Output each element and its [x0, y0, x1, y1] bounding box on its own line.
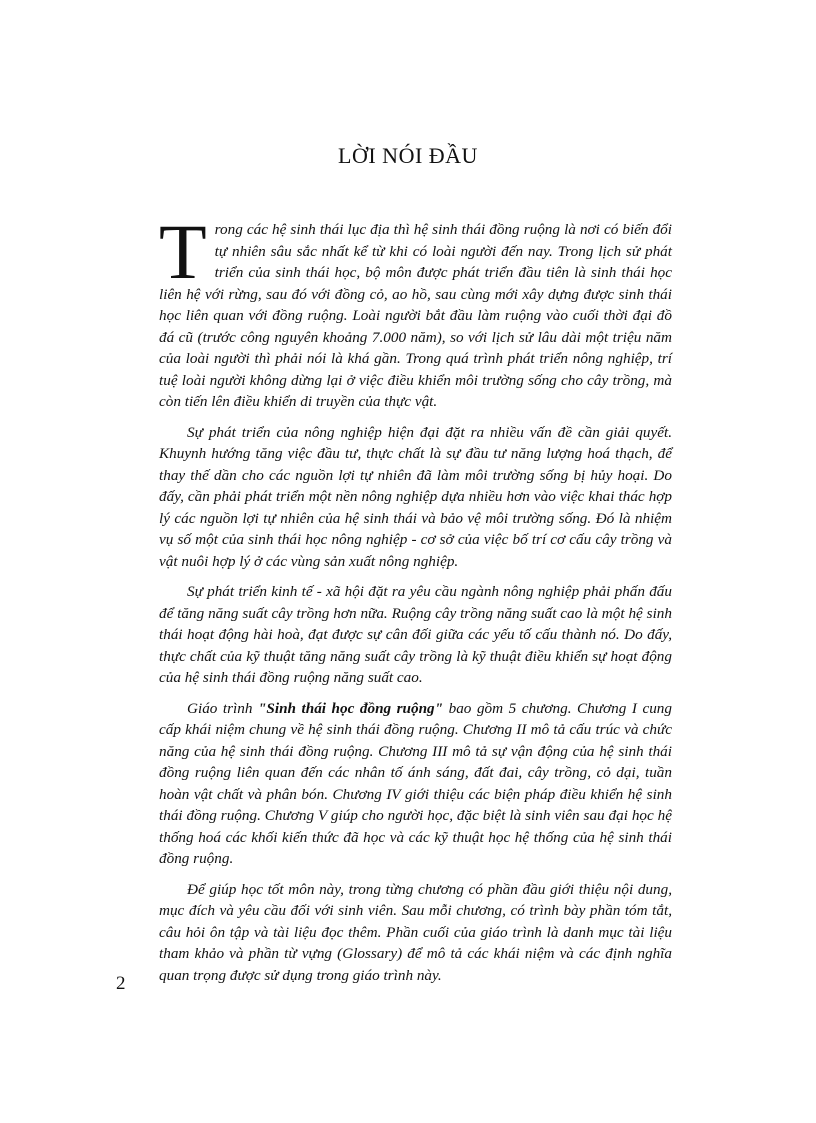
- paragraph-5: Để giúp học tốt môn này, trong từng chương có phần đầu giới thiệu nội dung, mục đích và yêu cầu đối với sinh viên. Sau mỗi chương, có trình bày phần tóm tắt, câu hỏi ôn tập và tài liệu đọc thêm. Phần cuối của giáo trình là danh mục tài liệu tham khảo và phần từ vựng (Glossary) để mô tả các khái niệm và các định nghĩa quan trọng được sử dụng trong giáo trình này.: [159, 880, 672, 984]
- paragraph-1-text: rong các hệ sinh thái lục địa thì hệ sinh thái đồng ruộng là nơi có biến đổi tự nhiên sâu sắc nhất kể từ khi có loài người đến nay. Trong lịch sử phát triển của sinh thái học, bộ môn được phát triển đầu tiên là sinh thái học liên hệ với rừng, sau đó với đồng cỏ, ao hồ, sau cùng mới xây dựng được sinh thái học liên quan với đồng ruộng. Loài người bắt đầu làm ruộng vào cuối thời đại đồ đá cũ (trước công nguyên khoảng 7.000 năm), so với lịch sử lâu dài một triệu năm của loài người thì phải nói là khá gần. Trong quá trình phát triển nông nghiệp, trí tuệ loài người không dừng lại ở việc điều khiển môi trường sống cho cây trồng, mà còn tiến lên điều khiển di truyền của thực vật.: [159, 221, 672, 410]
- page-number: 2: [116, 973, 126, 994]
- drop-cap: T: [159, 208, 207, 295]
- page-title: LỜI NÓI ĐẦU: [338, 143, 478, 168]
- preface-body: [159, 208, 672, 995]
- paragraph-2: Sự phát triển của nông nghiệp hiện đại đặt ra nhiều vấn đề cần giải quyết. Khuynh hướng tăng việc đầu tư, thực chất là sự đầu tư năng lượng hoá thạch, để thay thế dần cho các nguồn lợi tự nhiên đã làm môi trường sống bị hủy hoại. Do đấy, cần phải phát triển một nền nông nghiệp dựa nhiều hơn vào việc khai thác hợp lý các nguồn lợi tự nhiên của hệ sinh thái và bảo vệ môi trường sống. Đó là nhiệm vụ số một của sinh thái học nông nghiệp - cơ sở của việc bố trí cơ cấu cây trồng và vật nuôi hợp lý ở các vùng sản xuất nông nghiệp.: [159, 423, 672, 570]
- book-title: "Sinh thái học đồng ruộng": [258, 699, 444, 717]
- paragraph-1: [159, 208, 672, 413]
- paragraph-4-rest: bao gồm 5 chương. Chương I cung cấp khái niệm chung về hệ sinh thái đồng ruộng. Chương II mô tả cấu trúc và chức năng của hệ sinh thái đồng ruộng. Chương III mô tả sự vận động của hệ sinh thái đồng ruộng liên quan đến các nhân tố ánh sáng, đất đai, cây trồng, cỏ dại, tuần hoàn vật chất và phân bón. Chương IV giới thiệu các biện pháp điều khiển hệ sinh thái đồng ruộng. Chương V giúp cho người học, đặc biệt là sinh viên sau đại học hệ thống hoá các khối kiến thức đã học và các kỹ thuật học hệ thống của hệ sinh thái đồng ruộng.: [159, 699, 672, 867]
- paragraph-4: [159, 698, 672, 870]
- paragraph-4-lead: Giáo trình: [187, 699, 258, 717]
- paragraph-3: Sự phát triển kinh tế - xã hội đặt ra yêu cầu ngành nông nghiệp phải phấn đấu để tăng năng suất cây trồng hơn nữa. Ruộng cây trồng năng suất cao là một hệ sinh thái hoạt động hài hoà, đạt được sự cân đối giữa các yếu tố cấu thành nó. Do đấy, thực chất của kỹ thuật tăng năng suất cây trồng là kỹ thuật điều khiển sự hoạt động của hệ sinh thái đồng ruộng năng suất cao.: [159, 583, 672, 686]
